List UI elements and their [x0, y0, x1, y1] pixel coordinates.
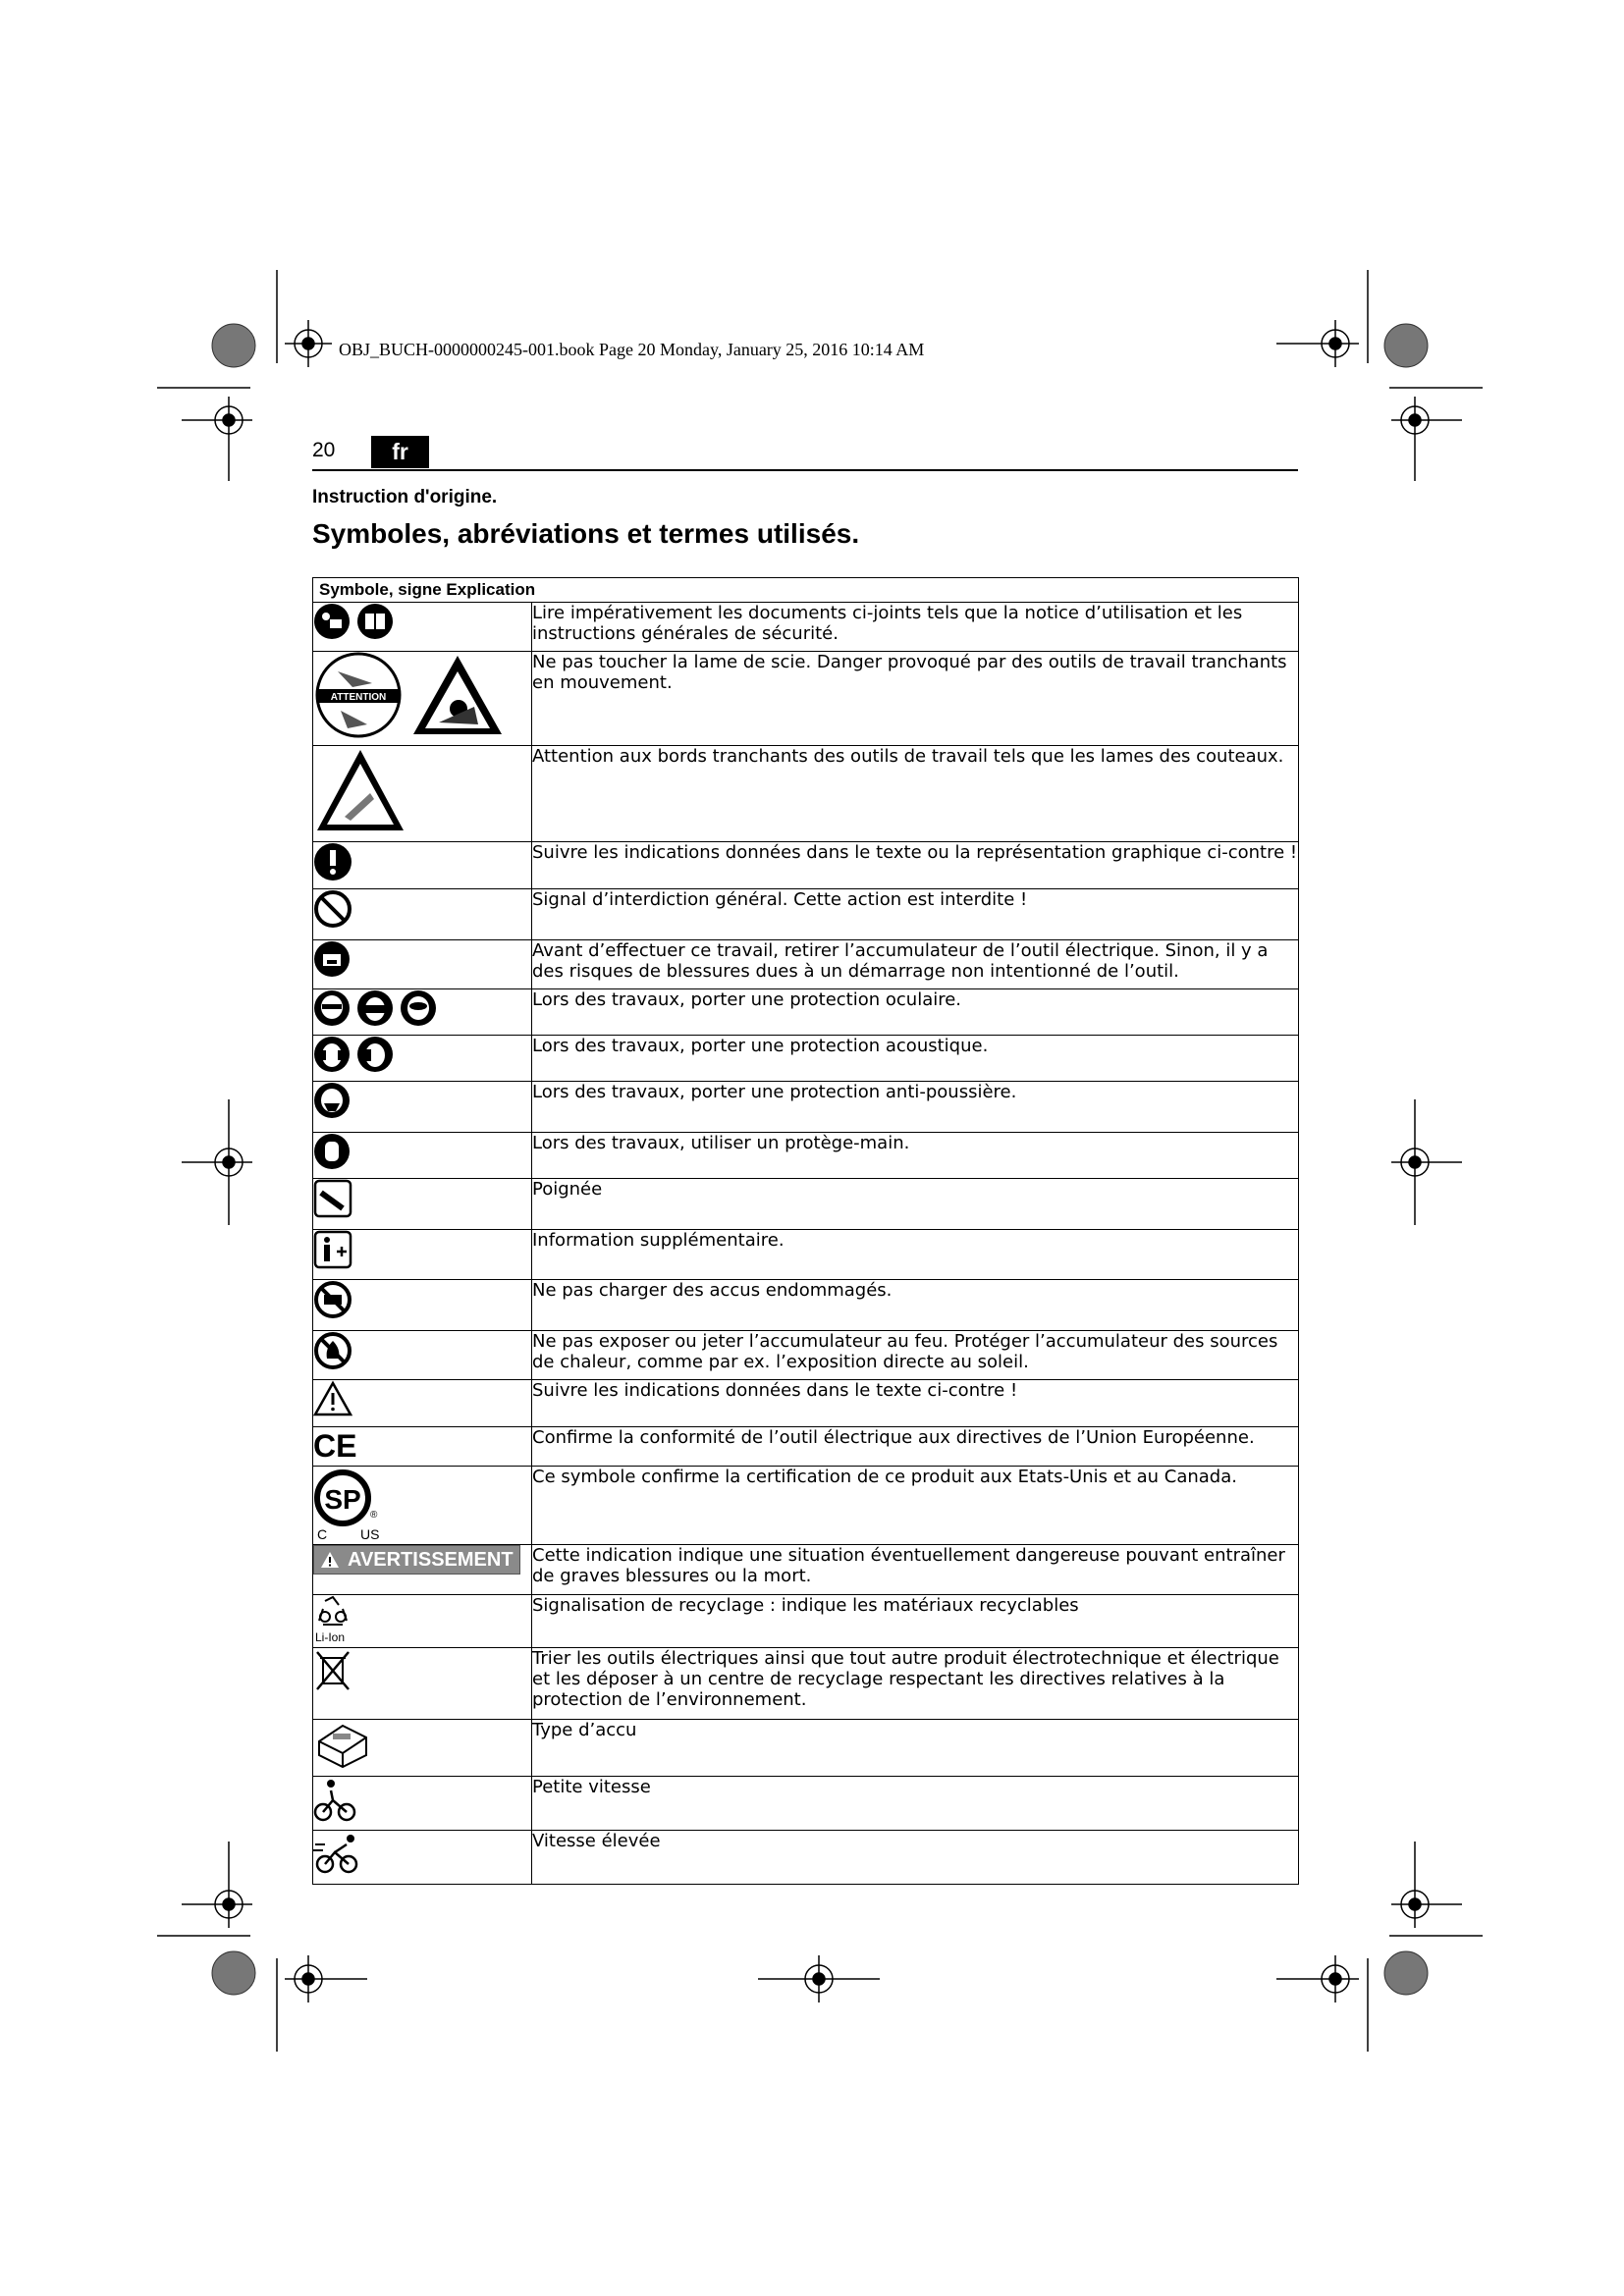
symbol-cell [313, 1595, 532, 1648]
recycling-icon [313, 1595, 352, 1644]
dust-mask-icon [313, 1082, 351, 1119]
table-row [313, 1427, 1299, 1467]
explanation-cell: Ce symbole confirme la certification de ce produit aux Etats-Unis et au Canada. [532, 1467, 1299, 1545]
symbol-cell [313, 1179, 532, 1230]
table-row [313, 842, 1299, 889]
ear-muffs-icon [356, 1036, 394, 1073]
read-manual-icon [313, 603, 351, 640]
attention-label: ATTENTION [330, 692, 387, 703]
table-row [313, 1777, 1299, 1831]
symbol-cell [313, 1831, 532, 1885]
no-fire-battery-icon [313, 1331, 352, 1370]
explanation-cell: Lors des travaux, porter une protection anti-poussière. [532, 1082, 1299, 1133]
low-speed-icon [313, 1777, 356, 1822]
high-speed-icon [313, 1831, 360, 1874]
symbol-cell [313, 989, 532, 1036]
table-row [313, 1280, 1299, 1331]
book-header: OBJ_BUCH-0000000245-001.book Page 20 Monday, January 25, 2016 10:14 AM [339, 340, 925, 359]
symbol-cell [313, 1427, 532, 1467]
language-badge: fr [371, 436, 429, 468]
csa-us-label: US [360, 1526, 380, 1541]
explanation-cell: Petite vitesse [532, 1777, 1299, 1831]
table-row [313, 940, 1299, 989]
subtitle: Instruction d'origine. [312, 487, 498, 507]
hand-protection-icon [313, 1133, 351, 1170]
table-row [313, 1380, 1299, 1427]
symbol-cell [313, 1230, 532, 1280]
warning-label: AVERTISSEMENT [348, 1548, 514, 1571]
warning-triangle-icon [320, 1551, 340, 1569]
explanation-cell: Confirme la conformité de l’outil électrique aux directives de l’Union Européenne. [532, 1427, 1299, 1467]
symbol-cell [313, 1280, 532, 1331]
warning-signal-box [313, 1545, 520, 1575]
crossed-bin-icon [313, 1648, 352, 1693]
table-row [313, 1595, 1299, 1648]
explanation-cell: Lors des travaux, utiliser un protège-main. [532, 1133, 1299, 1179]
csa-certification-icon [313, 1467, 402, 1541]
explanation-cell: Avant d’effectuer ce travail, retirer l’accumulateur de l’outil électrique. Sinon, il y a des risques de blessures dues à un démarrage non intentionné de l’outil. [532, 940, 1299, 989]
table-row [313, 1331, 1299, 1380]
symbol-cell [313, 842, 532, 889]
sharp-edges-warning-icon [313, 746, 407, 834]
explanation-cell: Signal d’interdiction général. Cette action est interdite ! [532, 889, 1299, 940]
symbol-cell [313, 1777, 532, 1831]
explanation-cell: Vitesse élevée [532, 1831, 1299, 1885]
no-charging-damaged-battery-icon [313, 1280, 352, 1319]
ear-protection-icon [313, 1036, 351, 1073]
symbol-cell [313, 1082, 532, 1133]
table-row [313, 1036, 1299, 1082]
explanation-cell: Suivre les indications données dans le texte ou la représentation graphique ci-contre ! [532, 842, 1299, 889]
ce-mark-icon [313, 1427, 358, 1461]
table-row [313, 889, 1299, 940]
table-header: Symbole, signe Explication [313, 578, 1299, 603]
csa-c-label: C [317, 1526, 328, 1541]
remove-battery-icon [313, 940, 351, 978]
table-row [313, 1545, 1299, 1595]
symbol-cell [313, 1331, 532, 1380]
symbol-cell [313, 1380, 532, 1427]
explanation-cell: Poignée [532, 1179, 1299, 1230]
table-row [313, 1648, 1299, 1720]
face-shield-icon [356, 989, 394, 1027]
table-row [313, 746, 1299, 842]
explanation-cell: Ne pas toucher la lame de scie. Danger provoqué par des outils de travail tranchants en mouvement. [532, 652, 1299, 746]
explanation-cell: Ne pas exposer ou jeter l’accumulateur au feu. Protéger l’accumulateur des sources de chaleur, comme par ex. l’exposition directe au soleil. [532, 1331, 1299, 1380]
book-icon [356, 603, 394, 640]
symbol-cell [313, 889, 532, 940]
explanation-cell: Lors des travaux, porter une protection acoustique. [532, 1036, 1299, 1082]
symbol-cell [313, 1036, 532, 1082]
symbol-cell [313, 940, 532, 989]
table-row [313, 603, 1299, 652]
info-plus-icon [313, 1230, 352, 1269]
crosshair-tl [285, 320, 332, 367]
symbol-cell [313, 1648, 532, 1720]
header-rule [312, 469, 1298, 471]
handle-icon [313, 1179, 352, 1218]
symbol-cell [313, 746, 532, 842]
warning-triangle-icon [313, 1380, 352, 1417]
table-row [313, 989, 1299, 1036]
csa-registered: ® [370, 1510, 378, 1521]
table-row [313, 1230, 1299, 1280]
explanation-cell: Signalisation de recyclage : indique les matériaux recyclables [532, 1595, 1299, 1648]
explanation-cell: Cette indication indique une situation éventuellement dangereuse pouvant entraîner de graves blessures ou la mort. [532, 1545, 1299, 1595]
page-title: Symboles, abréviations et termes utilisés. [312, 518, 860, 549]
explanation-cell: Lire impérativement les documents ci-joints tels que la notice d’utilisation et les instructions générales de sécurité. [532, 603, 1299, 652]
symbol-cell [313, 1545, 532, 1595]
table-row [313, 1831, 1299, 1885]
ce-label: CE [313, 1428, 357, 1461]
explanation-cell: Lors des travaux, porter une protection oculaire. [532, 989, 1299, 1036]
explanation-cell: Attention aux bords tranchants des outils de travail tels que les lames des couteaux. [532, 746, 1299, 842]
battery-type-icon [313, 1720, 372, 1769]
explanation-cell: Trier les outils électriques ainsi que tout autre produit électrotechnique et électrique et les déposer à un centre de recyclage respectant les directives relatives à la protection de l’environnement. [532, 1648, 1299, 1720]
eye-protection-icon [313, 989, 351, 1027]
table-row [313, 1133, 1299, 1179]
table-row [313, 1179, 1299, 1230]
explanation-cell: Type d’accu [532, 1720, 1299, 1777]
explanation-cell: Ne pas charger des accus endommagés. [532, 1280, 1299, 1331]
table-row [313, 1467, 1299, 1545]
table-row [313, 1082, 1299, 1133]
goggles-icon [400, 989, 437, 1027]
table-row [313, 652, 1299, 746]
symbol-cell [313, 1133, 532, 1179]
cutting-hazard-warning-icon [409, 652, 506, 738]
exclamation-mandatory-icon [313, 842, 352, 881]
explanation-cell: Suivre les indications données dans le texte ci-contre ! [532, 1380, 1299, 1427]
symbol-cell [313, 1467, 532, 1545]
csa-label: SP [324, 1484, 361, 1515]
symbol-cell [313, 603, 532, 652]
prohibition-icon [313, 889, 352, 929]
symbol-cell [313, 652, 532, 746]
do-not-touch-blade-icon [313, 652, 404, 738]
li-ion-label: Li-Ion [315, 1630, 346, 1644]
explanation-cell: Information supplémentaire. [532, 1230, 1299, 1280]
page-number: 20 [312, 439, 336, 461]
table-row [313, 1720, 1299, 1777]
symbols-table [312, 577, 1299, 1885]
symbol-cell [313, 1720, 532, 1777]
table-header-row [313, 578, 1299, 603]
